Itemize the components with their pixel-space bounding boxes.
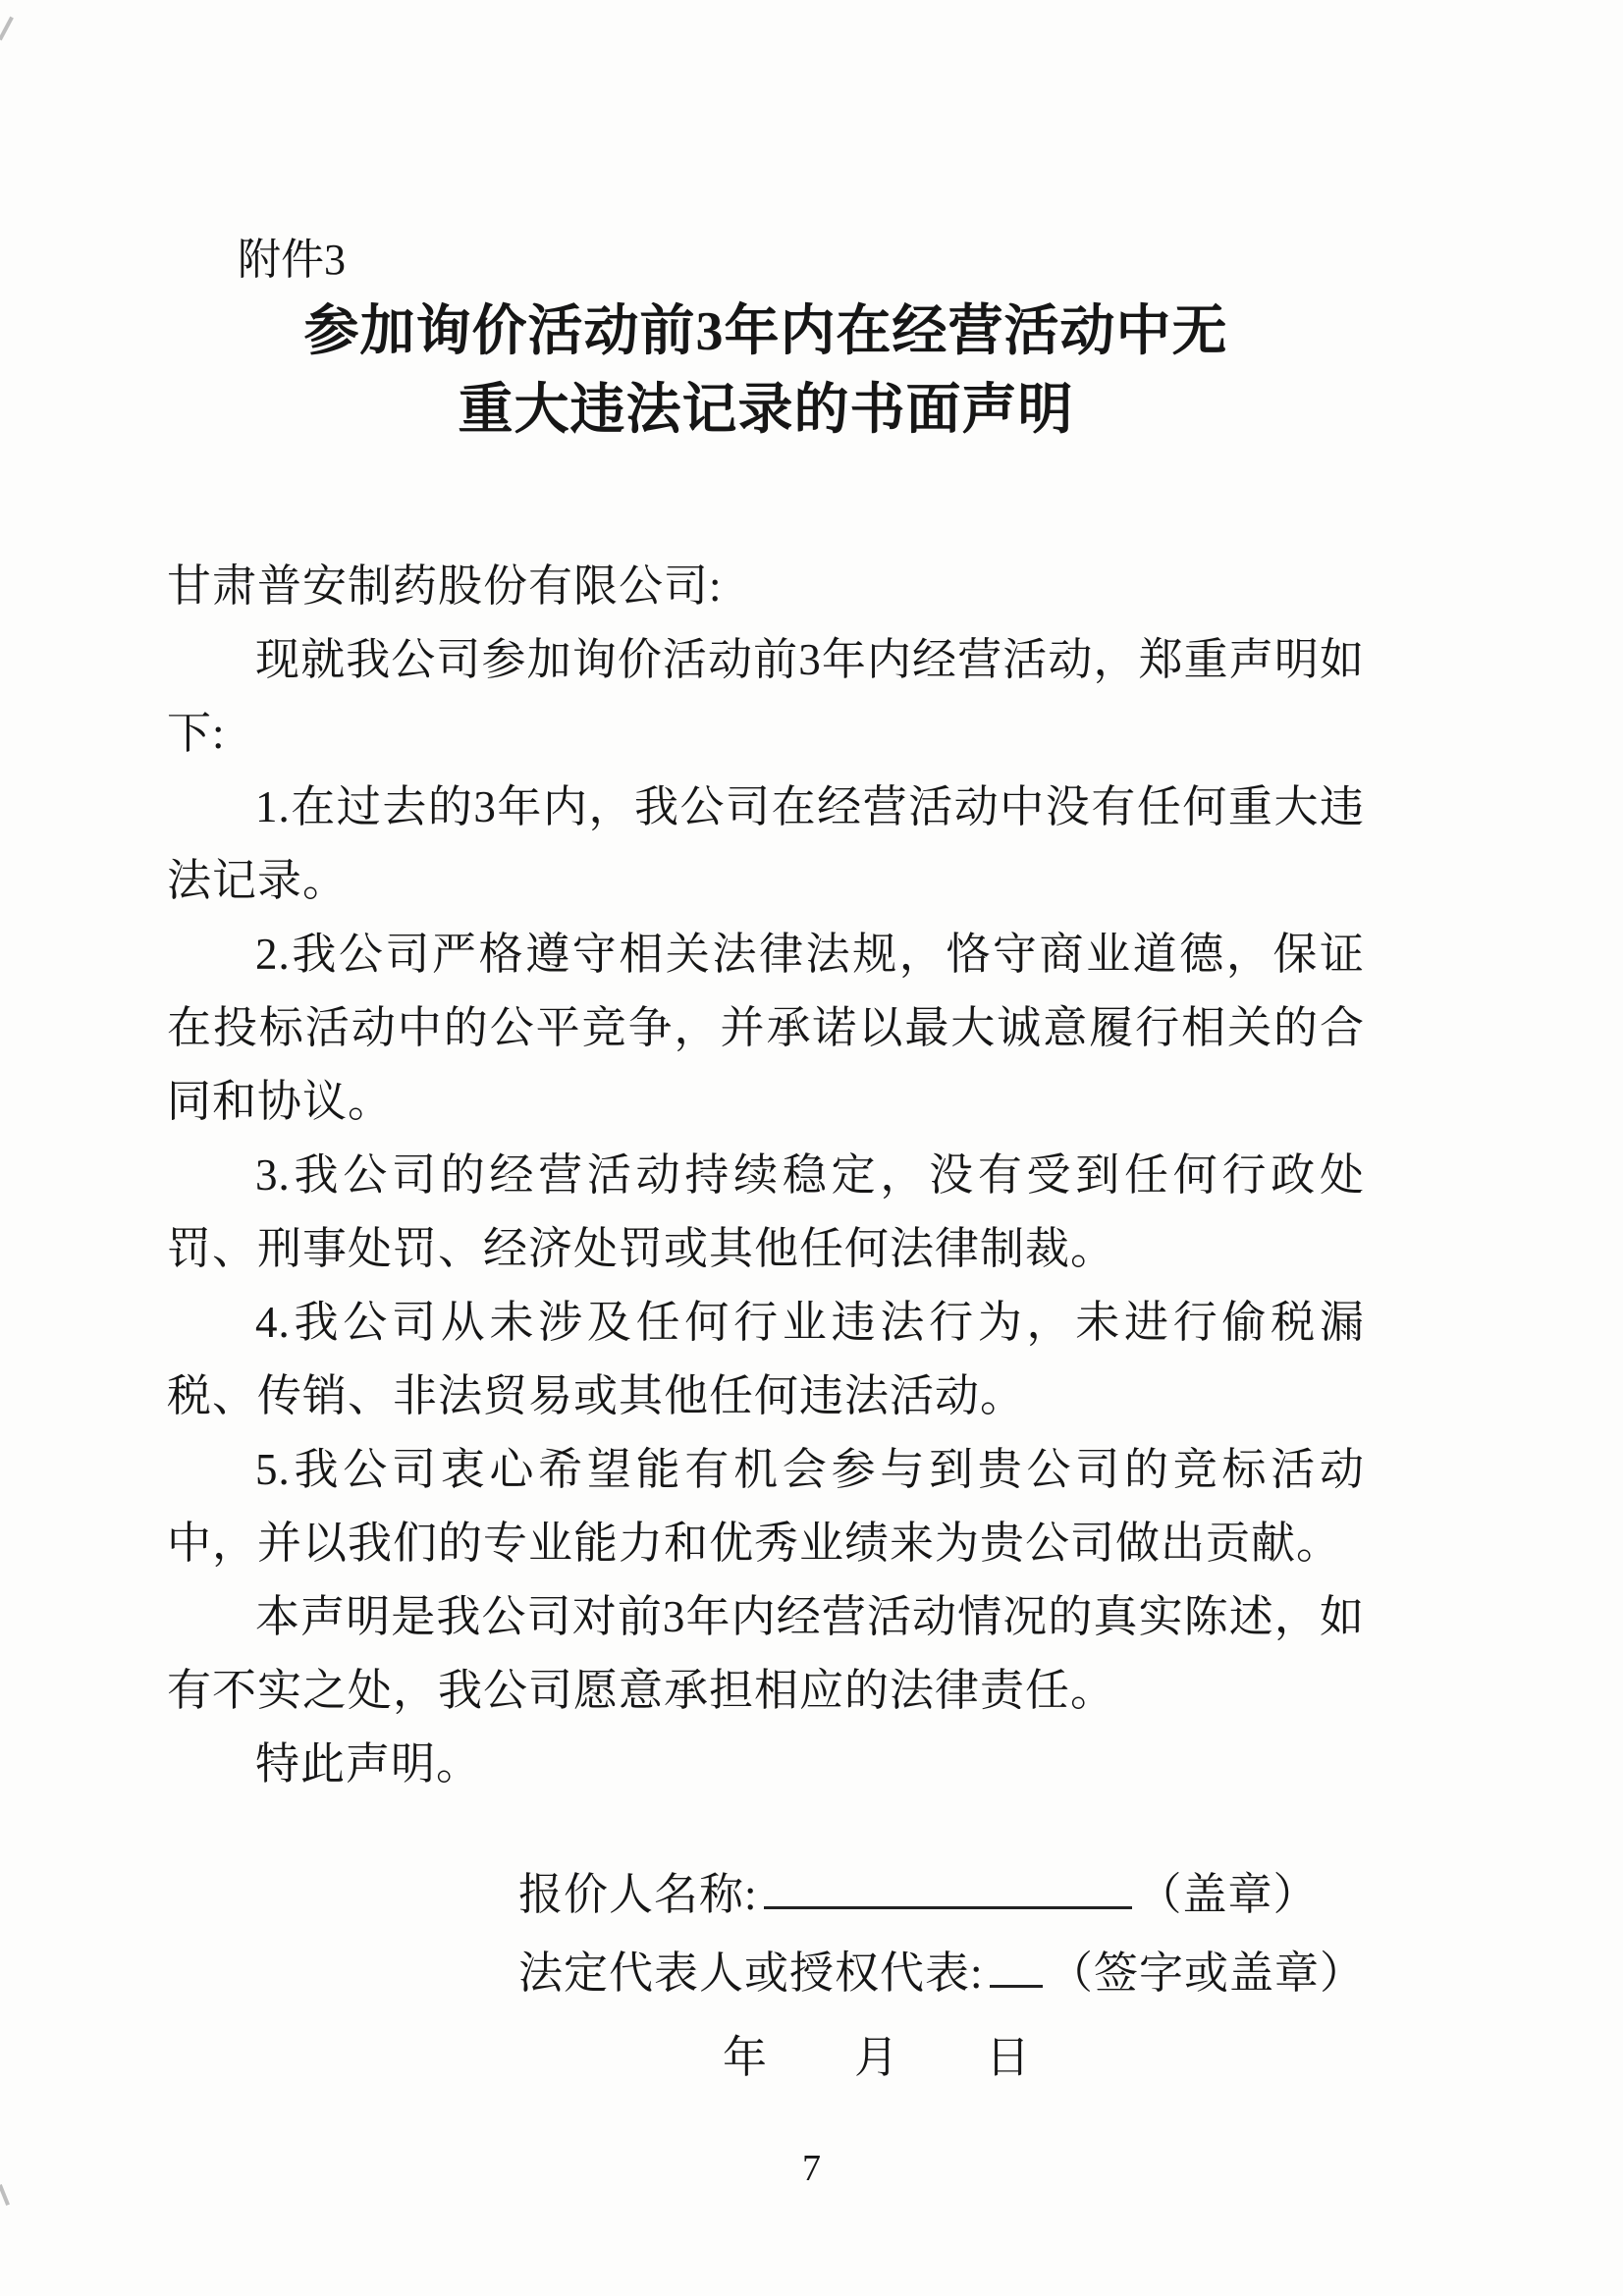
title-line-1: 参加询价活动前3年内在经营活动中无 (303, 301, 1228, 362)
page-number: 7 (802, 2148, 821, 2189)
bidder-name-label: 报价人名称: (518, 1870, 758, 1919)
signature-block (518, 1858, 1365, 2100)
paragraph-declaration-intro: 现就我公司参加询价活动前3年内经营活动，郑重声明如下: (167, 635, 1365, 758)
title-line-2: 重大违法记录的书面声明 (458, 380, 1074, 441)
paragraph-item-2: 2.我公司严格遵守相关法律法规，恪守商业道德，保证在投标活动中的公平竞争，并承诺以最大诚意履行相关的合同和协议。 (167, 930, 1365, 1126)
date-row (723, 2021, 1365, 2100)
document-title (167, 293, 1365, 450)
paragraph-item-1: 1.在过去的3年内，我公司在经营活动中没有任何重大违法记录。 (167, 782, 1365, 905)
date-month-label: 月 (854, 2033, 900, 2082)
bidder-seal-note: （盖章） (1137, 1870, 1319, 1919)
representative-label: 法定代表人或授权代表: (518, 1949, 984, 1998)
scan-artifact (0, 17, 14, 41)
date-year-label: 年 (723, 2033, 769, 2082)
paragraph-item-3: 3.我公司的经营活动持续稳定，没有受到任何行政处罚、刑事处罚、经济处罚或其他任何法律制裁。 (167, 1150, 1365, 1273)
representative-sign-or-seal-note: （签字或盖章） (1048, 1949, 1365, 1998)
paragraph-closing: 特此声明。 (255, 1739, 482, 1789)
bidder-name-row (518, 1858, 1365, 1937)
bidder-name-blank (764, 1870, 1132, 1909)
paragraph-item-4: 4.我公司从未涉及任何行业违法行为，未进行偷税漏税、传销、非法贸易或其他任何违法活动。 (167, 1298, 1365, 1420)
representative-row (518, 1937, 1365, 2015)
document-content (167, 0, 1365, 2100)
salutation: 甘肃普安制药股份有限公司: (167, 561, 723, 611)
paragraph-item-5: 5.我公司衷心希望能有机会参与到贵公司的竞标活动中，并以我们的专业能力和优秀业绩来为贵公司做出贡献。 (167, 1445, 1365, 1568)
date-day-label: 日 (986, 2033, 1032, 2082)
paragraph-truth-statement: 本声明是我公司对前3年内经营活动情况的真实陈述，如有不实之处，我公司愿意承担相应的法律责任。 (167, 1592, 1365, 1715)
document-body (167, 550, 1365, 1801)
representative-blank (990, 1949, 1043, 1988)
attachment-label: 附件3 (238, 236, 346, 284)
